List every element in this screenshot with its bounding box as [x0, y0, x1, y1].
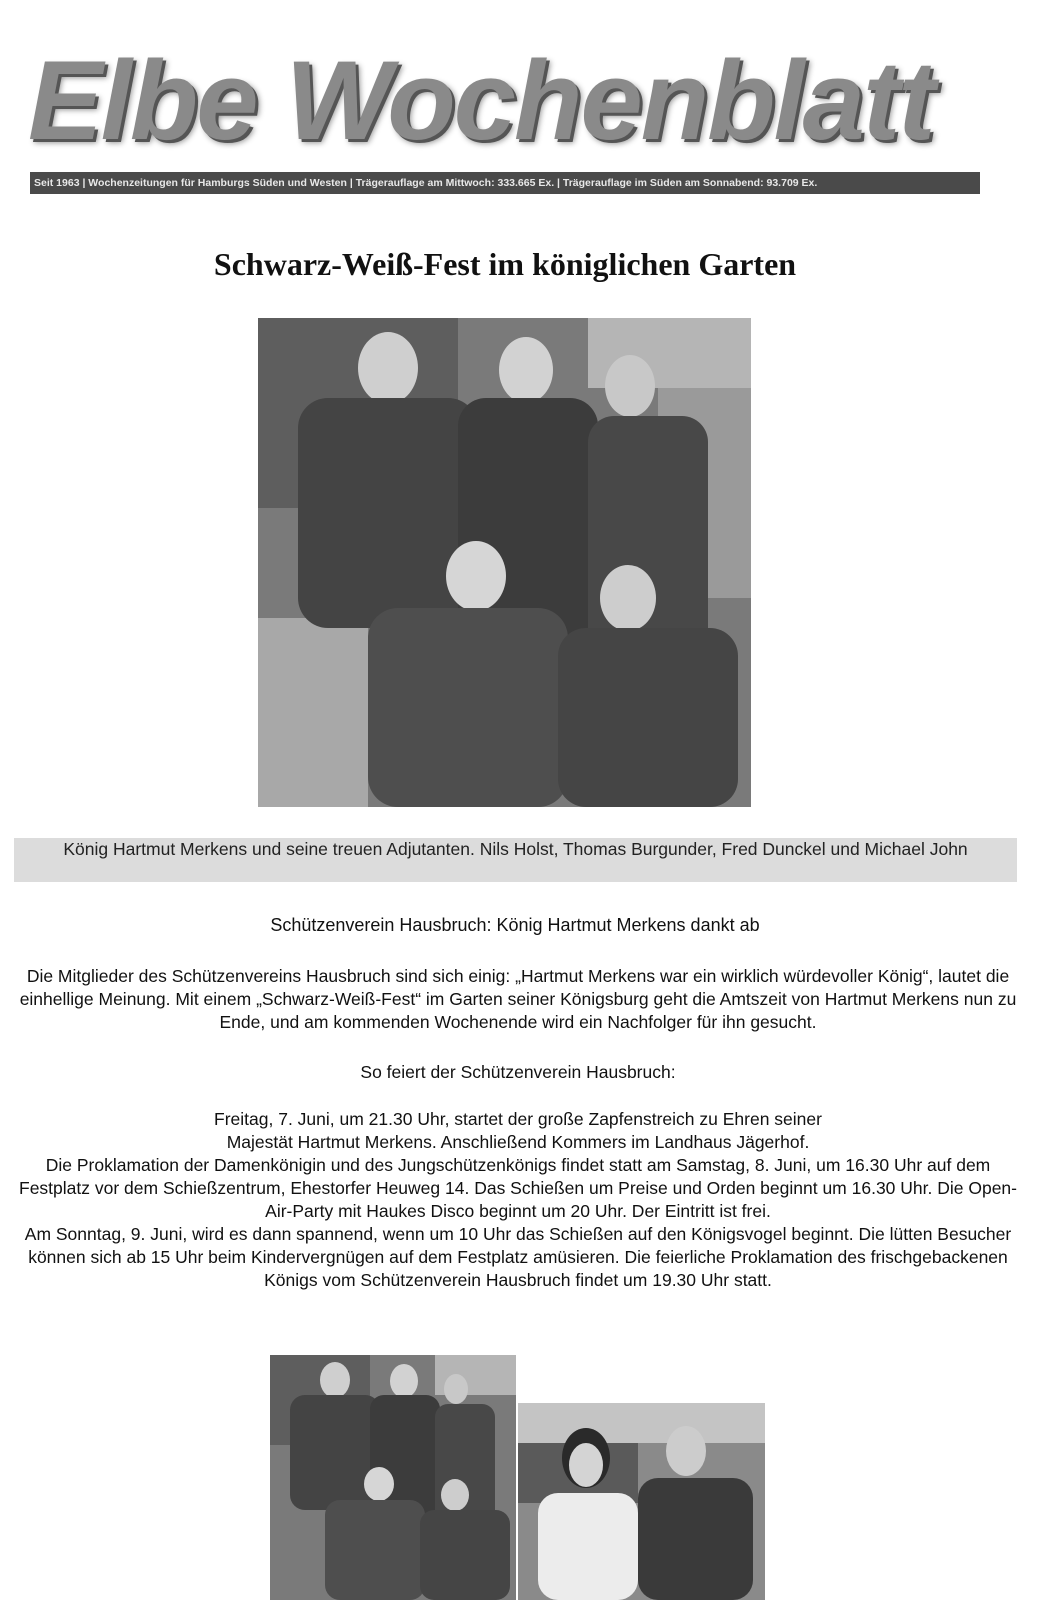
article-paragraph-intro: Die Mitglieder des Schützenvereins Hausbruch sind sich einig: „Hartmut Merkens war ein wirklich würdevoller König“, lautet die einhellige Meinung. Mit einem „Schwarz-Weiß-Fest“ im Garten seiner Königsburg geht die Amtszeit von Hartmut Merkens nun zu Ende, und am kommenden Wochenende wird ein Nachfolger für ihn gesucht.: [19, 966, 1017, 1032]
article-schedule: [18, 1108, 1018, 1292]
schedule-sunday: Am Sonntag, 9. Juni, wird es dann spannend, wenn um 10 Uhr das Schießen auf den Königsvogel beginnt. Die lütten Besucher können sich ab 15 Uhr beim Kindervergnügen auf dem Festplatz amüsieren. Die feierliche Proklamation des frischgebackenen Königs vom Schützenverein Hausbruch findet um 19.30 Uhr statt.: [24, 1224, 1012, 1290]
schedule-friday-line-2: Majestät Hartmut Merkens. Anschließend Kommers im Landhaus Jägerhof.: [226, 1132, 810, 1152]
article-headline: Schwarz-Weiß-Fest im königlichen Garten: [213, 246, 797, 282]
schedule-saturday: Die Proklamation der Damenkönigin und des Jungschützenkönigs findet statt am Samstag, 8. Juni, um 16.30 Uhr auf dem Festplatz vor dem Schießzentrum, Ehestorfer Heuweg 14. Das Schießen um Preise und Orden beginnt um 16.30 Uhr. Die Open-Air-Party mit Haukes Disco beginnt um 20 Uhr. Der Eintritt ist frei.: [19, 1155, 1017, 1221]
schedule-friday-line-1: Freitag, 7. Juni, um 21.30 Uhr, startet der große Zapfenstreich zu Ehren seiner: [214, 1109, 822, 1129]
main-group-photo: [258, 318, 751, 807]
article-subheadline: Schützenverein Hausbruch: König Hartmut Merkens dankt ab: [270, 915, 760, 935]
masthead-tagline: Seit 1963 | Wochenzeitungen für Hamburgs Süden und Westen | Trägerauflage am Mittwoch: 333.665 Ex. | Trägerauflage im Süden am Sonnabend: 93.709 Ex.: [30, 172, 980, 194]
masthead-logo: Elbe Wochenblatt: [28, 46, 934, 156]
article-paragraph-schedule-intro: So feiert der Schützenverein Hausbruch:: [360, 1062, 676, 1082]
thumbnail-group-photo: [270, 1355, 516, 1600]
thumbnail-couple-photo: [518, 1403, 765, 1600]
photo-caption: König Hartmut Merkens und seine treuen Adjutanten. Nils Holst, Thomas Burgunder, Fred Dunckel und Michael John: [14, 838, 1017, 882]
